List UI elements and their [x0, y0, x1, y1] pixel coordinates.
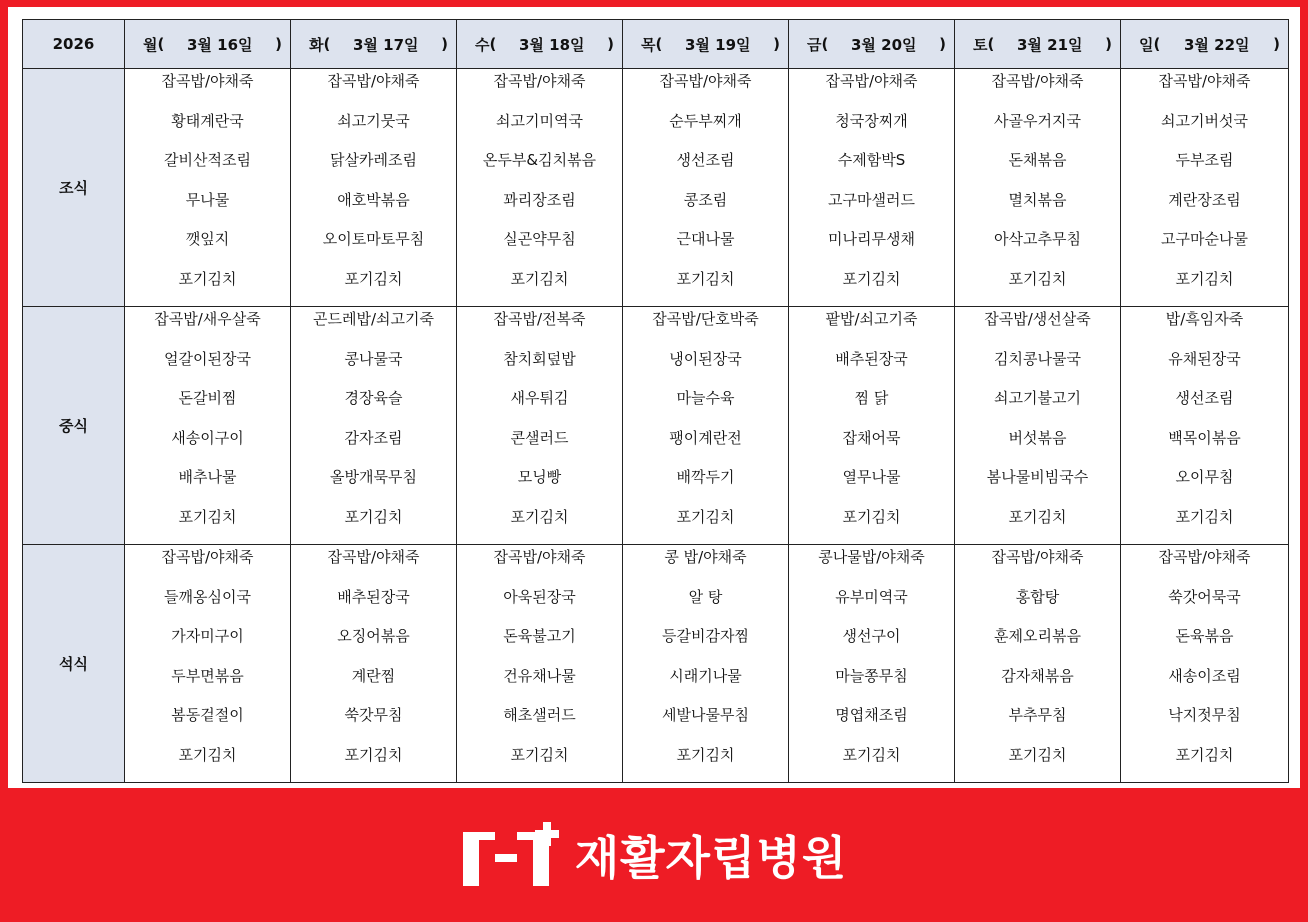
menu-item: 포기김치: [344, 269, 403, 288]
menu-item: 잡곡밥/야채죽: [825, 72, 918, 90]
menu-item: 찜 닭: [854, 389, 889, 407]
meal-row-breakfast: [23, 69, 1289, 307]
day-header-fri: 금 ( 3월 20일 ): [789, 20, 955, 69]
weekly-menu-table: [22, 19, 1289, 783]
menu-item: 시래기나물: [669, 666, 742, 685]
meal-label-lunch: 중식: [23, 307, 125, 545]
menu-cell: [623, 307, 789, 545]
menu-item: 돈채볶음: [1008, 151, 1067, 169]
menu-item: 김치콩나물국: [994, 349, 1081, 368]
menu-item: 부추무침: [1008, 706, 1067, 724]
menu-item: 포기김치: [178, 745, 237, 764]
menu-item: 참치회덮밥: [503, 349, 576, 368]
menu-item: 쑥갓무침: [344, 706, 403, 724]
menu-item: 등갈비감자찜: [662, 627, 749, 645]
menu-item: 포기김치: [510, 269, 569, 288]
menu-item: 얼갈이된장국: [164, 349, 251, 368]
menu-item: 잡곡밥/야채죽: [161, 548, 254, 566]
menu-item: 콩 밥/야채죽: [664, 548, 747, 566]
menu-item: 훈제오리볶음: [994, 627, 1081, 645]
menu-item: 포기김치: [1175, 269, 1234, 288]
menu-item: 포기김치: [842, 507, 901, 526]
menu-item: 수제함박S: [837, 151, 906, 169]
menu-item: 쇠고기미역국: [496, 111, 583, 130]
year-label: 2026: [23, 20, 125, 69]
menu-item: 잡곡밥/야채죽: [493, 72, 586, 90]
menu-item: 마늘쫑무침: [835, 666, 908, 685]
menu-item: 포기김치: [344, 507, 403, 526]
menu-item: 모닝빵: [517, 468, 562, 486]
menu-item: 아욱된장국: [503, 587, 576, 606]
menu-item: 건유채나물: [503, 666, 576, 685]
menu-item: 닭살카레조림: [330, 151, 417, 169]
menu-cell: [125, 69, 291, 307]
menu-item: 계란장조림: [1168, 190, 1241, 209]
menu-item: 잡곡밥/야채죽: [161, 72, 254, 90]
menu-item: 잡채어묵: [842, 428, 901, 447]
menu-item: 꽈리장조림: [503, 190, 576, 209]
menu-cell: [125, 307, 291, 545]
menu-cell: [955, 307, 1121, 545]
menu-item: 생선조림: [676, 151, 735, 169]
menu-item: 포기김치: [676, 507, 735, 526]
menu-item: 낙지젓무침: [1168, 706, 1241, 724]
menu-item: 포기김치: [178, 269, 237, 288]
hospital-name: 재활자립병원: [574, 831, 848, 885]
day-header-tue: 화 ( 3월 17일 ): [291, 20, 457, 69]
meal-label-breakfast: 조식: [23, 69, 125, 307]
menu-cell: [789, 307, 955, 545]
menu-item: 고구마샐러드: [828, 190, 915, 209]
menu-cell: [1121, 69, 1289, 307]
menu-item: 유채된장국: [1168, 349, 1241, 368]
menu-item: 포기김치: [344, 745, 403, 764]
menu-item: 콩나물국: [344, 349, 403, 368]
menu-item: 콩조림: [683, 190, 728, 209]
menu-item: 쇠고기불고기: [994, 389, 1081, 407]
menu-item: 포기김치: [1175, 507, 1234, 526]
menu-item: 계란찜: [351, 666, 396, 685]
menu-item: 포기김치: [1008, 745, 1067, 764]
menu-item: 포기김치: [178, 507, 237, 526]
menu-item: 포기김치: [1008, 269, 1067, 288]
menu-item: 버섯볶음: [1008, 428, 1067, 447]
day-header-mon: 월 ( 3월 16일 ): [125, 20, 291, 69]
menu-item: 세발나물무침: [662, 706, 749, 724]
menu-item: 포기김치: [842, 269, 901, 288]
menu-item: 포기김치: [676, 745, 735, 764]
menu-item: 고구마순나물: [1161, 230, 1248, 248]
menu-item: 열무나물: [842, 468, 901, 486]
menu-item: 곤드레밥/쇠고기죽: [313, 310, 434, 328]
menu-cell: [457, 307, 623, 545]
menu-item: 백목이볶음: [1168, 428, 1241, 447]
menu-item: 포기김치: [510, 507, 569, 526]
menu-item: 가자미구이: [171, 627, 244, 645]
menu-item: 오이토마토무침: [322, 230, 425, 248]
menu-cell: [291, 545, 457, 783]
menu-cell: [1121, 545, 1289, 783]
menu-cell: [623, 69, 789, 307]
h-plus-logo-icon: [461, 822, 561, 888]
menu-item: 잡곡밥/단호박죽: [652, 310, 759, 328]
menu-item: 잡곡밥/야채죽: [1158, 548, 1251, 566]
menu-item: 애호박볶음: [337, 190, 410, 209]
menu-cell: [291, 69, 457, 307]
menu-item: 새송이조림: [1168, 666, 1241, 685]
menu-item: 멸치볶음: [1008, 190, 1067, 209]
menu-item: 생선구이: [842, 627, 901, 645]
hospital-logo: [461, 822, 848, 888]
menu-item: 잡곡밥/야채죽: [1158, 72, 1251, 90]
menu-item: 새우튀김: [510, 389, 569, 407]
menu-item: 온두부&김치볶음: [482, 151, 597, 169]
menu-item: 두부면볶음: [171, 666, 244, 685]
menu-item: 팥밥/쇠고기죽: [825, 310, 918, 328]
menu-item: 명엽채조림: [835, 706, 908, 724]
menu-item: 새송이구이: [171, 428, 244, 447]
day-header-wed: 수 ( 3월 18일 ): [457, 20, 623, 69]
menu-cell: [955, 69, 1121, 307]
menu-item: 감자조림: [344, 428, 403, 447]
menu-item: 오징어볶음: [337, 627, 410, 645]
header-row: [23, 20, 1289, 69]
menu-item: 콘샐러드: [510, 428, 569, 447]
menu-item: 잡곡밥/새우살죽: [154, 310, 261, 328]
day-header-sun: 일 ( 3월 22일 ): [1121, 20, 1289, 69]
menu-item: 돈육불고기: [503, 627, 576, 645]
menu-item: 감자채볶음: [1001, 666, 1074, 685]
menu-item: 잡곡밥/야채죽: [327, 548, 420, 566]
menu-item: 팽이계란전: [669, 428, 742, 447]
menu-item: 무나물: [185, 190, 230, 209]
menu-cell: [789, 545, 955, 783]
menu-item: 포기김치: [510, 745, 569, 764]
menu-cell: [125, 545, 291, 783]
menu-cell: [955, 545, 1121, 783]
menu-panel: [8, 7, 1300, 788]
menu-item: 배추된장국: [337, 587, 410, 606]
menu-item: 두부조림: [1175, 151, 1234, 169]
menu-item: 마늘수육: [676, 389, 735, 407]
menu-item: 아삭고추무침: [994, 230, 1081, 248]
menu-item: 유부미역국: [835, 587, 908, 606]
menu-item: 사골우거지국: [994, 111, 1081, 130]
menu-cell: [457, 545, 623, 783]
menu-item: 해초샐러드: [503, 706, 576, 724]
menu-item: 포기김치: [1175, 745, 1234, 764]
menu-item: 돈육볶음: [1175, 627, 1234, 645]
menu-item: 갈비산적조림: [164, 151, 251, 169]
menu-item: 포기김치: [676, 269, 735, 288]
menu-item: 쇠고기버섯국: [1161, 111, 1248, 130]
menu-item: 냉이된장국: [669, 349, 742, 368]
menu-item: 잡곡밥/야채죽: [327, 72, 420, 90]
menu-item: 잡곡밥/야채죽: [991, 72, 1084, 90]
menu-item: 실곤약무침: [503, 230, 576, 248]
menu-cell: [623, 545, 789, 783]
menu-item: 황태계란국: [171, 111, 244, 130]
menu-item: 배깍두기: [676, 468, 735, 486]
menu-item: 돈갈비찜: [178, 389, 237, 407]
meal-row-lunch: [23, 307, 1289, 545]
footer-brand: [0, 788, 1308, 922]
menu-cell: [1121, 307, 1289, 545]
menu-item: 잡곡밥/야채죽: [991, 548, 1084, 566]
menu-item: 홍합탕: [1015, 587, 1060, 606]
menu-item: 근대나물: [676, 230, 735, 248]
meal-label-dinner: 석식: [23, 545, 125, 783]
menu-item: 봄동겉절이: [171, 706, 244, 724]
meal-row-dinner: [23, 545, 1289, 783]
menu-item: 쇠고기뭇국: [337, 111, 410, 130]
menu-item: 잡곡밥/야채죽: [493, 548, 586, 566]
menu-item: 들깨옹심이국: [164, 587, 251, 606]
menu-item: 경장육슬: [344, 389, 403, 407]
menu-item: 봄나물비빔국수: [986, 468, 1089, 486]
menu-item: 잡곡밥/전복죽: [493, 310, 586, 328]
menu-cell: [291, 307, 457, 545]
menu-item: 생선조림: [1175, 389, 1234, 407]
menu-cell: [457, 69, 623, 307]
menu-item: 오이무침: [1175, 468, 1234, 486]
menu-item: 잡곡밥/생선살죽: [984, 310, 1091, 328]
menu-item: 밥/흑임자죽: [1165, 310, 1244, 328]
menu-item: 콩나물밥/야채죽: [818, 548, 925, 566]
menu-item: 배추된장국: [835, 349, 908, 368]
menu-item: 배추나물: [178, 468, 237, 486]
day-header-sat: 토 ( 3월 21일 ): [955, 20, 1121, 69]
menu-item: 포기김치: [1008, 507, 1067, 526]
menu-item: 쑥갓어묵국: [1168, 587, 1241, 606]
menu-item: 잡곡밥/야채죽: [659, 72, 752, 90]
menu-item: 포기김치: [842, 745, 901, 764]
menu-item: 깻잎지: [185, 230, 230, 248]
menu-item: 미나리무생채: [828, 230, 915, 248]
menu-item: 올방개묵무침: [330, 468, 417, 486]
menu-item: 알 탕: [688, 587, 723, 606]
menu-item: 청국장찌개: [835, 111, 908, 130]
day-header-thu: 목 ( 3월 19일 ): [623, 20, 789, 69]
menu-cell: [789, 69, 955, 307]
menu-item: 순두부찌개: [669, 111, 742, 130]
